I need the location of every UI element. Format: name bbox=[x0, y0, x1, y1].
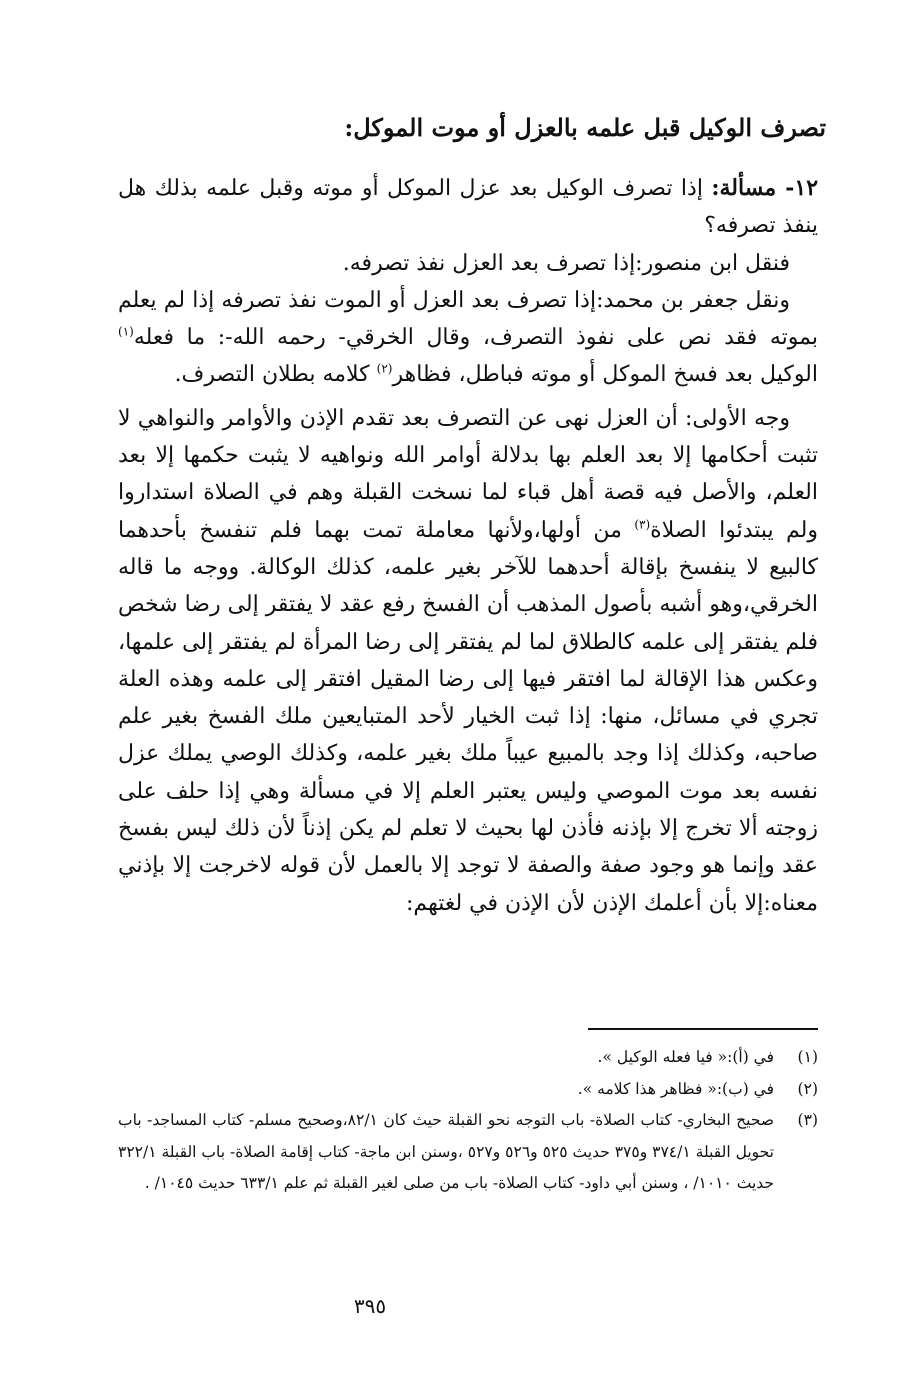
jafar-paragraph bbox=[118, 282, 818, 394]
wajh-text-2: من أولها،ولأنها معاملة تمت بهما فلم تنفسخ بأحدهما كالبيع لا ينفسخ بإقالة أحدهما للآخر بغير علمه، كذلك الوكالة. ووجه ما قاله الخرقي،وهو أشبه بأصول المذهب أن الفسخ رفع عقد لا يفتقر إلى رضا شخص فلم يفتقر إلى علمه كالطلاق لما لم يفتقر إلى رضا المرأة لم يفتقر إلى علمها، وعكس هذا الإقالة لما افتقر فيها إلى رضا المقيل افتقر إلى علمه وهذه العلة تجري في مسائل، منها: إذا ثبت الخيار لأحد المتبايعين ملك الفسخ بغير علم صاحبه، وكذلك إذا وجد بالمبيع عيباً ملك بغير علمه، وكذلك الوصي يملك عزل نفسه بعد موت الموصي وليس يعتبر العلم إلا في مسألة وهي إذا حلف على زوجته ألا تخرج إلا بإذنه فأذن لها بحيث لا تعلم لم يكن إذناً لأن ذلك ليس بفسخ عقد وإنما هو وجود صفة والصفة لا توجد إلا بالعمل لأن قوله لاخرجت إلا بإذني معناه:إلا بأن أعلمك الإذن لأن الإذن في لغتهم: bbox=[118, 517, 818, 916]
footnotes bbox=[118, 1042, 818, 1200]
jafar-text-1: ونقل جعفر بن محمد:إذا تصرف بعد العزل أو الموت نفذ تصرفه إذا لم يعلم بموته فقد نص على نفوذ التصرف، وقال الخرقي- رحمه الله-: ما فعله bbox=[118, 287, 818, 351]
footnote-ref-1[interactable]: (١) bbox=[118, 324, 134, 339]
page-body bbox=[118, 0, 826, 1378]
page-number: ٣٩٥ bbox=[353, 1294, 387, 1318]
footnote-text: في (أ):« فيا فعله الوكيل ». bbox=[597, 1048, 774, 1066]
footnote-item bbox=[118, 1105, 818, 1200]
footnote-item bbox=[118, 1074, 818, 1106]
question-number: ١٢- مسألة: bbox=[711, 175, 819, 201]
footnote-number: (٢) bbox=[797, 1079, 818, 1098]
wajh-text-1: وجه الأولى: أن العزل نهى عن التصرف بعد تقدم الإذن والأوامر والنواهي لا تثبت أحكامها إلا بعد العلم بها بدلالة أوامر الله ونواهيه لا يثبت حكمها إلا بعد العلم، والأصل فيه قصة أهل قباء لما نسخت القبلة وهم في الصلاة استداروا ولم يبتدئوا الصلاة bbox=[118, 405, 818, 543]
footnote-number: (٣) bbox=[797, 1111, 818, 1129]
footnote-ref-3[interactable]: (٣) bbox=[634, 517, 651, 532]
footnote-text: صحيح البخاري- كتاب الصلاة- باب التوجه نحو القبلة حيث كان ٨٢/١،وصحيح مسلم- كتاب المساجد- باب تحويل القبلة ٣٧٤/١ و٣٧٥ حديث ٥٢٥ و٥٢٦ و٥٢٧ ،وسنن ابن ماجة- كتاب إقامة الصلاة- باب القبلة ٣٢٢/١ حديث ١٠١٠/ ، وسنن أبي داود- كتاب الصلاة- باب من صلى لغير القبلة ثم علم ٦٣٣/١ حديث ١٠٤٥/ . bbox=[118, 1111, 775, 1192]
question-text: إذا تصرف الوكيل بعد عزل الموكل أو موته وقبل علمه بذلك هل ينفذ تصرفه؟ bbox=[118, 176, 818, 239]
question-paragraph bbox=[118, 170, 818, 245]
jafar-text-2: الوكيل بعد فسخ الموكل أو موته فباطل، فظاهر bbox=[392, 362, 818, 388]
footnote-text: في (ب):« فظاهر هذا كلامه ». bbox=[577, 1079, 774, 1098]
ibn-mansur-paragraph: فنقل ابن منصور:إذا تصرف بعد العزل نفذ تصرفه. bbox=[342, 250, 790, 276]
section-heading: تصرف الوكيل قبل علمه بالعزل أو موت الموكل: bbox=[344, 113, 826, 142]
footnote-number: (١) bbox=[797, 1048, 818, 1066]
footnote-item bbox=[118, 1042, 818, 1074]
main-text bbox=[118, 170, 818, 922]
jafar-text-3: كلامه بطلان التصرف. bbox=[174, 362, 377, 388]
footnote-separator bbox=[588, 1028, 818, 1030]
footnote-ref-2[interactable]: (٢) bbox=[376, 362, 393, 377]
wajh-paragraph bbox=[118, 400, 818, 922]
